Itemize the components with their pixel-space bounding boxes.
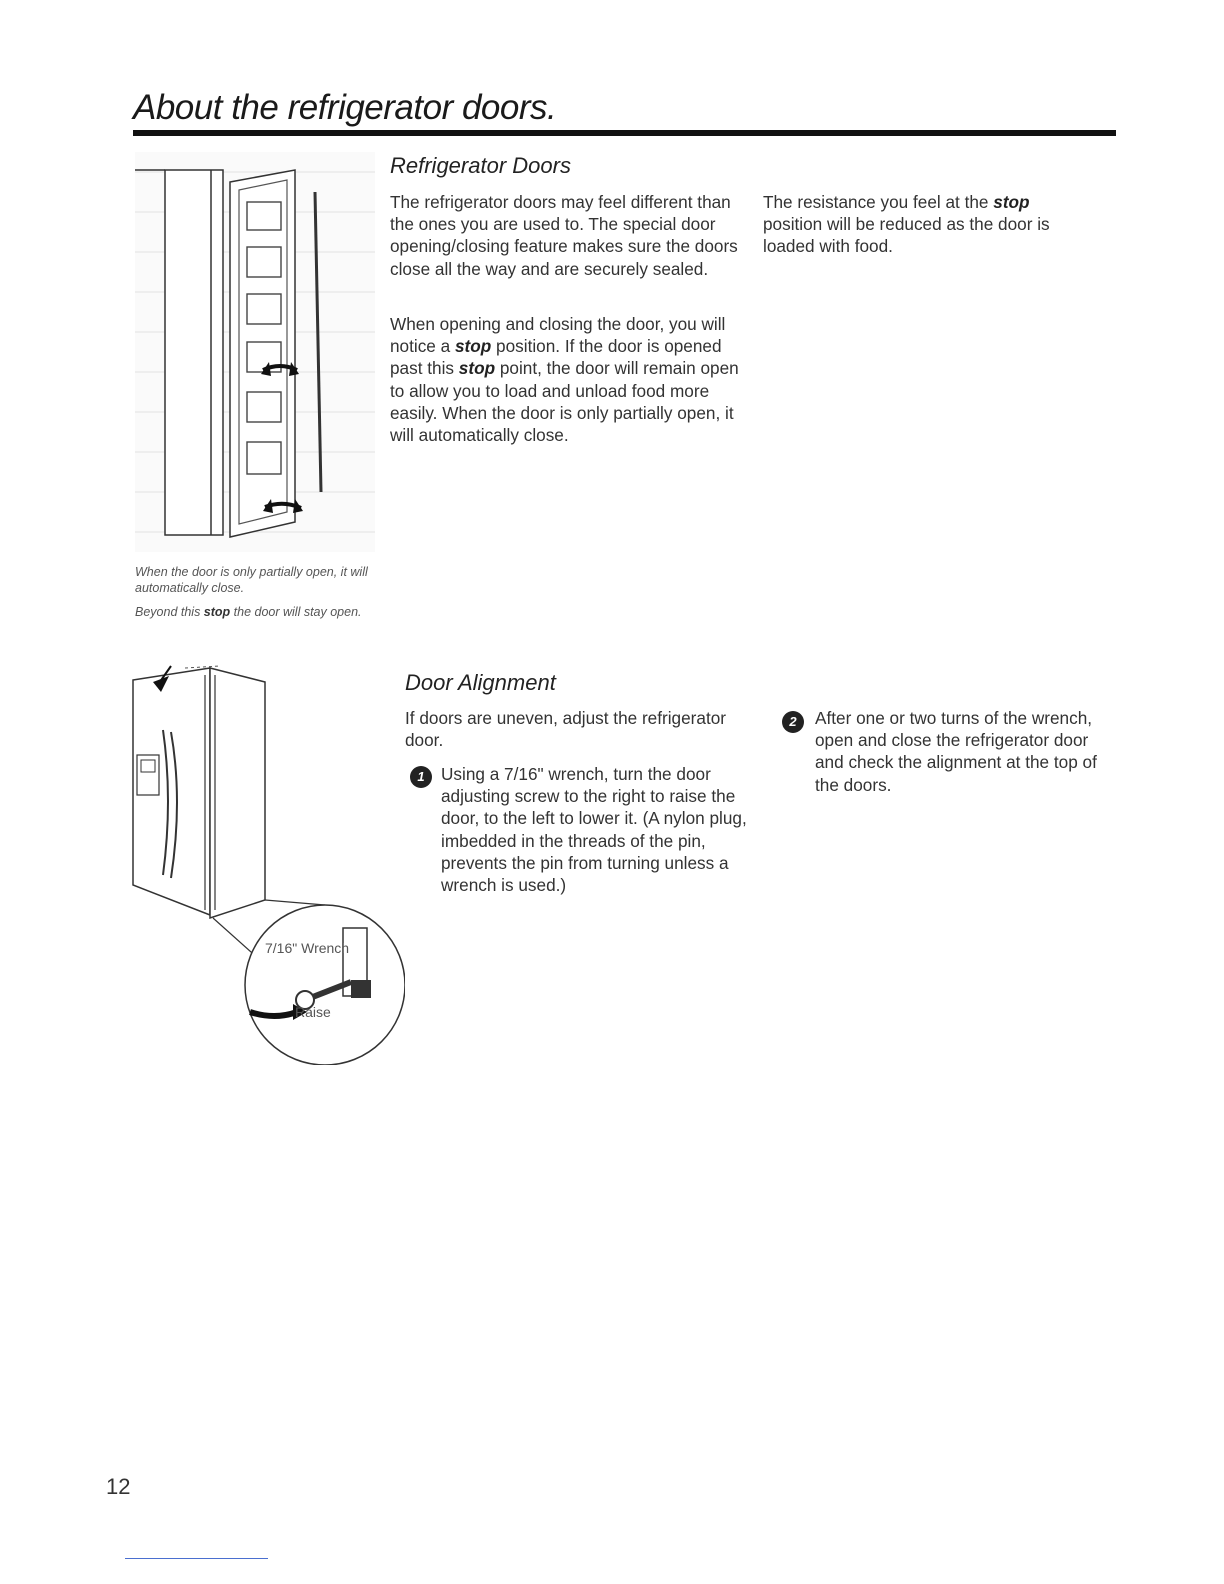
step-1-badge: 1: [410, 766, 432, 788]
wrench-label: 7/16" Wrench: [265, 940, 350, 956]
paragraph-alignment-intro: If doors are uneven, adjust the refrigerator door.: [405, 708, 727, 751]
paragraph-stop-position: When opening and closing the door, you will notice a stop position. If the door is opened past this stop point, the door will remain open to allow you to load and unload food more easily. When the door is only partially open, it will automatically close.: [390, 314, 739, 446]
caption-stop: Beyond this stop the door will stay open.: [135, 605, 362, 619]
door-stop-illustration: [135, 152, 375, 552]
title-rule: [133, 130, 1116, 136]
paragraph-doors-feel: The refrigerator doors may feel different than the ones you are used to. The special door opening/closing feature makes sure the doors close all the way and are securely sealed.: [390, 192, 738, 279]
page-title: About the refrigerator doors.: [133, 88, 557, 127]
step-2-badge: 2: [782, 711, 804, 733]
section-heading-refrigerator-doors: Refrigerator Doors: [390, 153, 571, 178]
paragraph-resistance: The resistance you feel at the stop position will be reduced as the door is loaded with food.: [763, 192, 1050, 257]
footer-line: [125, 1558, 268, 1559]
raise-label: Raise: [295, 1004, 331, 1020]
door-alignment-illustration: [125, 660, 405, 1065]
section-heading-door-alignment: Door Alignment: [405, 670, 556, 695]
step-2-text: After one or two turns of the wrench, open and close the refrigerator door and check the alignment at the top of the doors.: [815, 708, 1097, 795]
page-number: 12: [106, 1474, 131, 1499]
step-1-text: Using a 7/16" wrench, turn the door adjusting screw to the right to raise the door, to the left to lower it. (A nylon plug, imbedded in the threads of the pin, prevents the pin from turning unless a wrench is used.): [441, 764, 747, 896]
caption-auto-close: When the door is only partially open, it will automatically close.: [135, 565, 368, 595]
